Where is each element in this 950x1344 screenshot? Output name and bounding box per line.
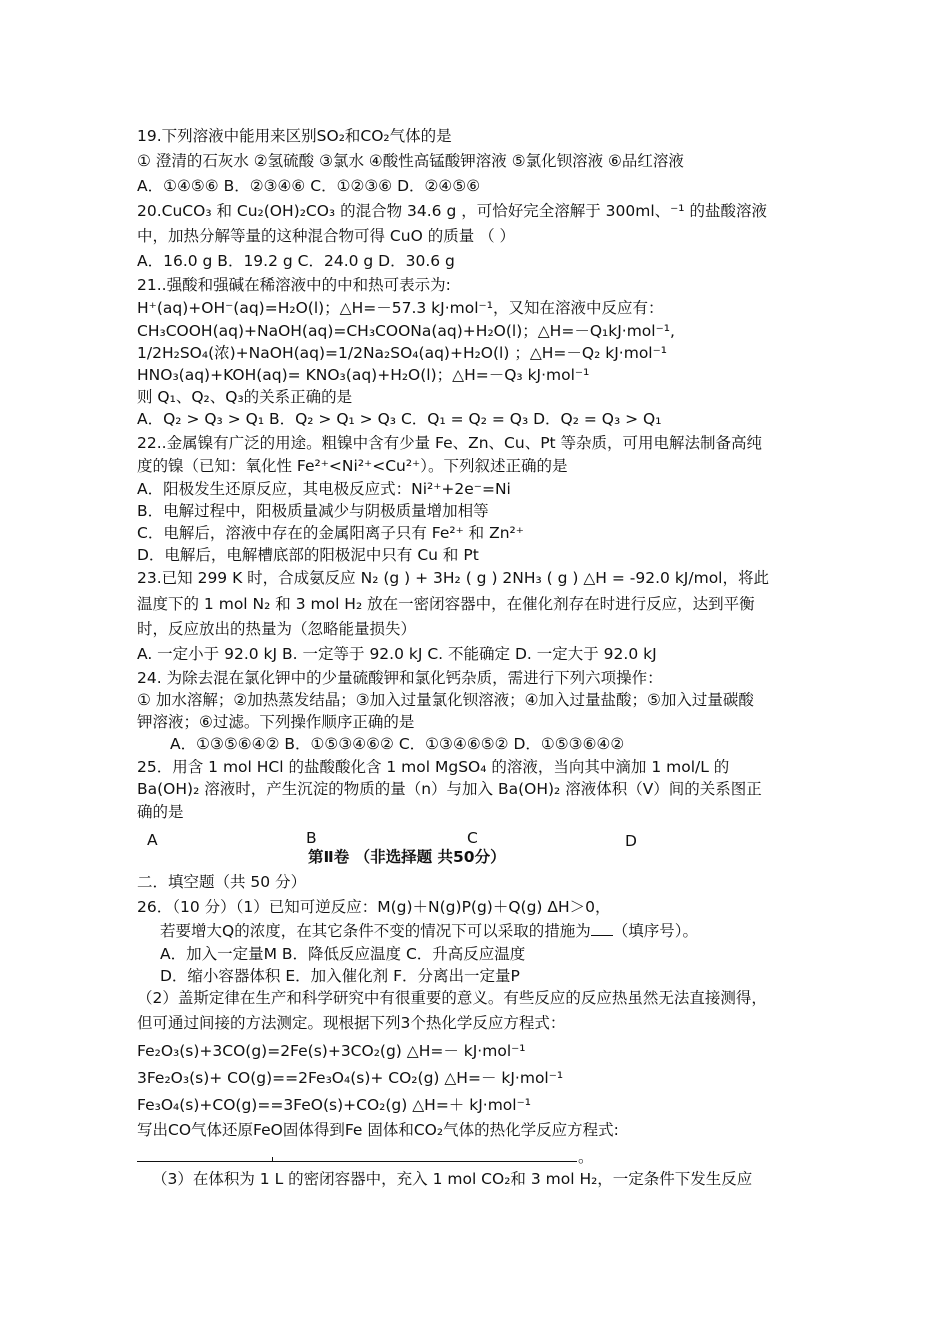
q25-line1: 25．用含 1 mol HCl 的盐酸酸化含 1 mol MgSO₄ 的溶液，当向其中滴加 1 mol/L 的 (137, 758, 730, 776)
q21-line1: 21..强酸和强碱在稀溶液中的中和热可表示为: (137, 276, 451, 294)
q21-line2: H⁺(aq)+OH⁻(aq)=H₂O(l)；△H=－57.3 kJ·mol⁻¹，又知在溶液中反应有： (137, 299, 664, 317)
q20-line2: 中，加热分解等量的这种混合物可得 CuO 的质量 （ ） (137, 227, 516, 245)
equation-1: Fe₂O₃(s)+3CO(g)=2Fe(s)+3CO₂(g) △H=－ kJ·mol⁻¹ (137, 1042, 526, 1060)
part-heading: 二．填空题（共 50 分） (137, 873, 307, 891)
answer-blank[interactable] (591, 920, 613, 936)
q22-option-c: C．电解后，溶液中存在的金属阳离子只有 Fe²⁺ 和 Zn²⁺ (137, 524, 524, 542)
q26-line1: 26．（10 分）（1）已知可逆反应：M(g)＋N(g)P(g)＋Q(g) ΔH＞0， (137, 898, 611, 916)
section-title: 第Ⅱ卷 （非选择题 共50分） (308, 848, 506, 866)
q26-line2 (160, 920, 698, 942)
q22-option-a: A．阳极发生还原反应，其电极反应式：Ni²⁺+2e⁻=Ni (137, 480, 511, 498)
q21-options: A．Q₂ > Q₃ > Q₁ B．Q₂ > Q₁ > Q₃ C．Q₁ = Q₂ = Q₃ D．Q₂ = Q₃ > Q₁ (137, 410, 662, 428)
q19-stem: 19.下列溶液中能用来区别SO₂和CO₂气体的是 (137, 127, 452, 145)
q21-line6: 则 Q₁、Q₂、Q₃的关系正确的是 (137, 388, 353, 406)
equation-3: Fe₃O₄(s)+CO(g)==3FeO(s)+CO₂(g) △H=＋ kJ·mol⁻¹ (137, 1096, 531, 1114)
q26-line2-text: 若要增大Q的浓度，在其它条件不变的情况下可以采取的措施为 (160, 922, 591, 940)
q26-opts1: A．加入一定量M B．降低反应温度 C．升高反应温度 (160, 945, 526, 963)
q26-p2-line1: （2）盖斯定律在生产和科学研究中有很重要的意义。有些反应的反应热虽然无法直接测得， (137, 989, 767, 1007)
equation-2: 3Fe₂O₃(s)+ CO(g)==2Fe₃O₄(s)+ CO₂(g) △H=－ kJ·mol⁻¹ (137, 1069, 564, 1087)
q24-line3: 钾溶液；⑥过滤。下列操作顺序正确的是 (137, 713, 415, 731)
q25-line3: 确的是 (137, 803, 184, 821)
q19-options: A．①④⑤⑥ B．②③④⑥ C．①②③⑥ D．②④⑤⑥ (137, 177, 481, 195)
q20-options: A．16.0 g B．19.2 g C．24.0 g D．30.6 g (137, 252, 455, 270)
answer-line-divider (272, 1157, 273, 1161)
q22-option-d: D．电解后，电解槽底部的阳极泥中只有 Cu 和 Pt (137, 546, 479, 564)
q24-line2: ① 加水溶解；②加热蒸发结晶；③加入过量氯化钡溶液；④加入过量盐酸；⑤加入过量碳酸 (137, 691, 754, 709)
answer-line[interactable] (137, 1161, 577, 1162)
q21-line4: 1/2H₂SO₄(浓)+NaOH(aq)=1/2Na₂SO₄(aq)+H₂O(l) ；△H=－Q₂ kJ·mol⁻¹ (137, 344, 667, 362)
q24-line1: 24. 为除去混在氯化钾中的少量硫酸钾和氯化钙杂质，需进行下列六项操作： (137, 669, 663, 687)
q23-line3: 时，反应放出的热量为（忽略能量损失） (137, 620, 417, 638)
q23-line2: 温度下的 1 mol N₂ 和 3 mol H₂ 放在一密闭容器中，在催化剂存在时进行反应，达到平衡 (137, 595, 755, 613)
q22-line2: 度的镍（已知：氧化性 Fe²⁺<Ni²⁺<Cu²⁺）。下列叙述正确的是 (137, 457, 568, 475)
q26-p2-line3: 写出CO气体还原FeO固体得到Fe 固体和CO₂气体的热化学反应方程式: (137, 1121, 619, 1139)
graph-label-c: C (467, 829, 478, 847)
graph-label-d: D (625, 832, 637, 850)
q23-options: A. 一定小于 92.0 kJ B. 一定等于 92.0 kJ C. 不能确定 D. 一定大于 92.0 kJ (137, 645, 657, 663)
answer-line-end: 。 (578, 1148, 594, 1166)
q23-line1: 23.已知 299 K 时，合成氨反应 N₂ (g ) + 3H₂ ( g ) 2NH₃ ( g ) △H = -92.0 kJ/mol，将此 (137, 569, 769, 587)
q22-option-b: B．电解过程中，阳极质量减少与阴极质量增加相等 (137, 502, 489, 520)
q21-line3: CH₃COOH(aq)+NaOH(aq)=CH₃COONa(aq)+H₂O(l)；△H=－Q₁kJ·mol⁻¹, (137, 322, 675, 340)
q25-line2: Ba(OH)₂ 溶液时，产生沉淀的物质的量（n）与加入 Ba(OH)₂ 溶液体积（V）间的关系图正 (137, 780, 762, 798)
graph-label-a: A (147, 831, 158, 849)
q26-line2-tail: （填序号）。 (612, 922, 698, 940)
q26-opts2: D．缩小容器体积 E．加入催化剂 F．分离出一定量P (160, 967, 520, 985)
q19-items: ① 澄清的石灰水 ②氢硫酸 ③氯水 ④酸性高锰酸钾溶液 ⑤氯化钡溶液 ⑥品红溶液 (137, 152, 684, 170)
q22-line1: 22..金属镍有广泛的用途。粗镍中含有少量 Fe、Zn、Cu、Pt 等杂质，可用电解法制备高纯 (137, 434, 763, 452)
q24-options: A．①③⑤⑥④② B．①⑤③④⑥② C．①③④⑥⑤② D．①⑤③⑥④② (170, 735, 625, 753)
q20-line1: 20.CuCO₃ 和 Cu₂(OH)₂CO₃ 的混合物 34.6 g ，可恰好完全溶解于 300ml、⁻¹ 的盐酸溶液 (137, 202, 767, 220)
q26-p3: （3）在体积为 1 L 的密闭容器中，充入 1 mol CO₂和 3 mol H₂，一定条件下发生反应 (152, 1170, 753, 1188)
graph-label-b: B (306, 829, 317, 847)
q21-line5: HNO₃(aq)+KOH(aq)= KNO₃(aq)+H₂O(l)；△H=－Q₃ kJ·mol⁻¹ (137, 366, 590, 384)
q26-p2-line2: 但可通过间接的方法测定。现根据下列3个热化学反应方程式： (137, 1014, 566, 1032)
